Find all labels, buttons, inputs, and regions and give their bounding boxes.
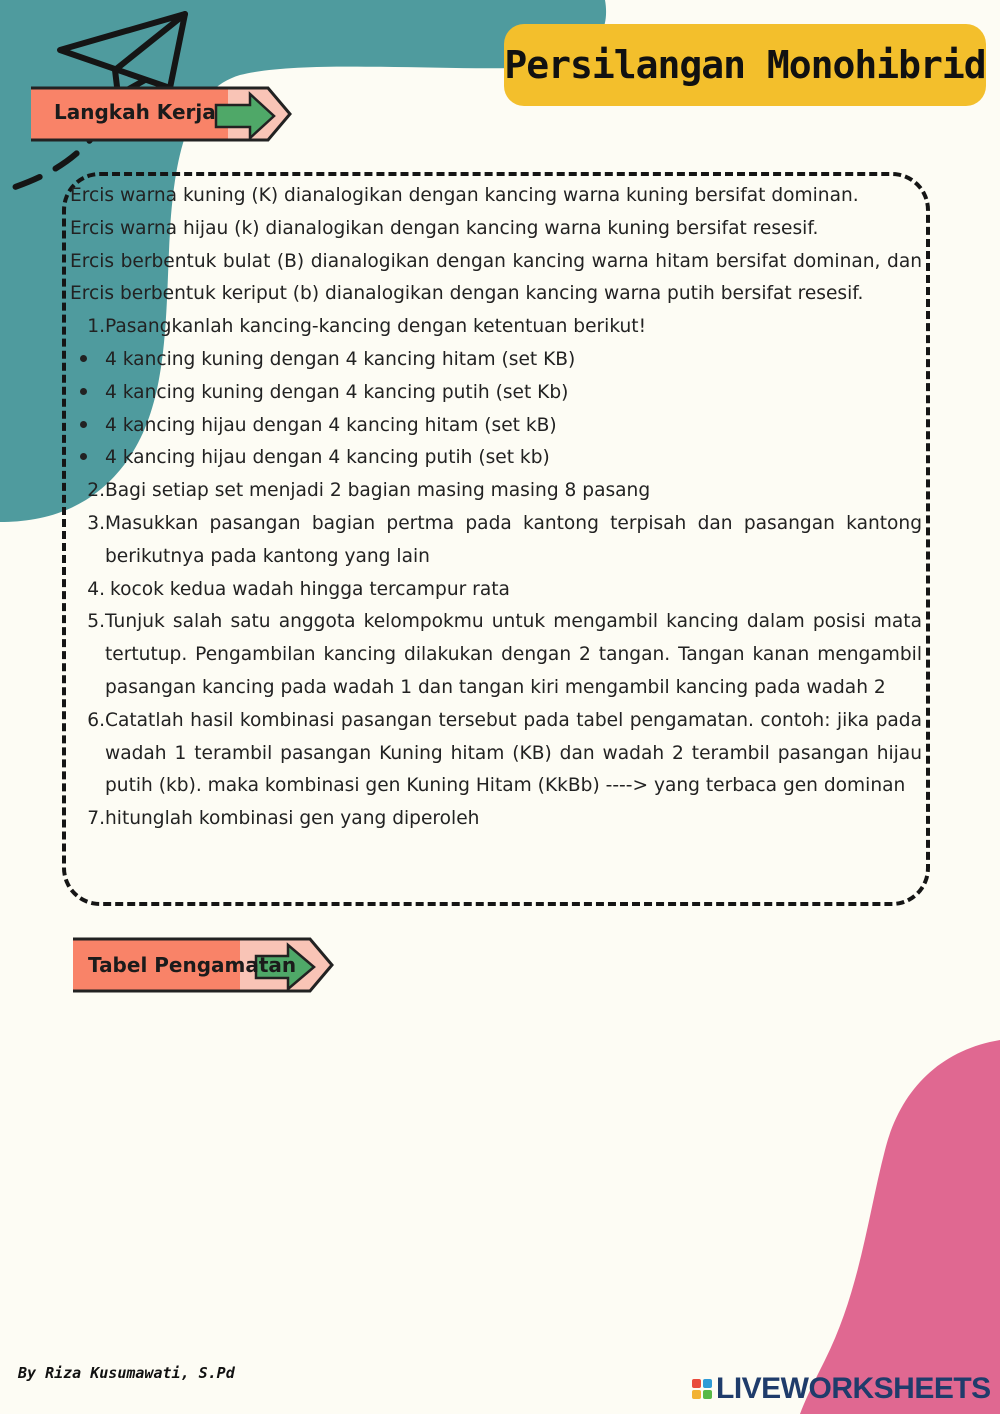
step-item-1 <box>70 311 922 344</box>
step-text: Catatlah hasil kombinasi pasangan tersebut pada tabel pengamatan. contoh: jika pada wadah 1 terambil pasangan Kuning hitam (KB) dan wadah 2 terambil pasangan hijau putih (kb). maka kombinasi gen Kuning Hitam (KkBb) ----> yang terbaca gen dominan <box>105 709 922 797</box>
section-label-langkah-kerja: Langkah Kerja <box>54 100 216 124</box>
step-text: kocok kedua wadah hingga tercampur rata <box>110 578 510 600</box>
title-banner <box>504 24 986 106</box>
step-item-3 <box>70 508 922 574</box>
step-number: 2. <box>87 480 105 502</box>
steps-content <box>70 180 922 836</box>
bullet-text: 4 kancing hijau dengan 4 kancing hitam (set kB) <box>105 414 557 436</box>
intro-line-3: Ercis berbentuk bulat (B) dianalogikan dengan kancing warna hitam bersifat dominan, dan Ercis berbentuk keriput (b) dianalogikan dengan kancing warna putih bersifat resesif. <box>70 250 922 305</box>
step-number: 1. <box>87 316 105 338</box>
bullet-text: 4 kancing hijau dengan 4 kancing putih (set kb) <box>105 447 550 469</box>
brand-name: LIVEWORKSHEETS <box>716 1372 991 1405</box>
step-number: 4. <box>87 578 105 600</box>
step-text: Pasangkanlah kancing-kancing dengan ketentuan berikut! <box>105 316 647 338</box>
intro-line-1: Ercis warna kuning (K) dianalogikan dengan kancing warna kuning bersifat dominan. <box>70 185 859 206</box>
step-text: hitunglah kombinasi gen yang diperoleh <box>105 808 480 830</box>
pink-blob <box>800 1040 1000 1414</box>
section-tag-tabel-pengamatan <box>70 935 338 991</box>
step-item-7 <box>70 803 922 836</box>
step-number: 3. <box>87 512 105 534</box>
step-text: Tunjuk salah satu anggota kelompokmu untuk mengambil kancing dalam posisi mata tertutup. Pengambilan kancing dilakukan dengan 2 tangan. Tangan kanan mengambil pasangan kancing pada wadah 1 dan tangan kiri mengambil kancing pada wadah 2 <box>105 611 922 698</box>
step-text: Masukkan pasangan bagian pertma pada kantong terpisah dan pasangan kantong berikutnya pada kantong yang lain <box>105 512 922 567</box>
step-item-4 <box>70 574 922 607</box>
brand-logo <box>692 1372 991 1406</box>
bullet-item-1 <box>70 344 922 377</box>
bullet-item-4 <box>70 442 922 475</box>
step-text: Bagi setiap set menjadi 2 bagian masing masing 8 pasang <box>105 480 651 502</box>
step-item-5 <box>70 606 922 704</box>
bullet-icon <box>70 344 105 377</box>
step-number: 7. <box>87 808 105 830</box>
author-credit: By Riza Kusumawati, S.Pd <box>18 1364 235 1382</box>
section-tag-langkah-kerja <box>28 84 296 140</box>
intro-line-2: Ercis warna hijau (k) dianalogikan dengan kancing warna kuning bersifat resesif. <box>70 217 819 239</box>
step-item-6 <box>70 705 922 803</box>
bullet-text: 4 kancing kuning dengan 4 kancing hitam (set KB) <box>105 348 576 370</box>
bullet-icon <box>70 410 105 443</box>
step-number: 5. <box>87 611 105 633</box>
page-title: Persilangan Monohibrid <box>504 43 986 87</box>
step-number: 6. <box>87 709 105 731</box>
section-label-tabel-pengamatan: Tabel Pengamatan <box>88 953 297 977</box>
liveworksheets-icon <box>692 1379 712 1399</box>
bullet-icon <box>70 377 105 410</box>
bullet-icon <box>70 442 105 475</box>
bullet-text: 4 kancing kuning dengan 4 kancing putih (set Kb) <box>105 381 569 403</box>
bullet-item-2 <box>70 377 922 410</box>
step-item-2 <box>70 475 922 508</box>
bullet-item-3 <box>70 410 922 443</box>
